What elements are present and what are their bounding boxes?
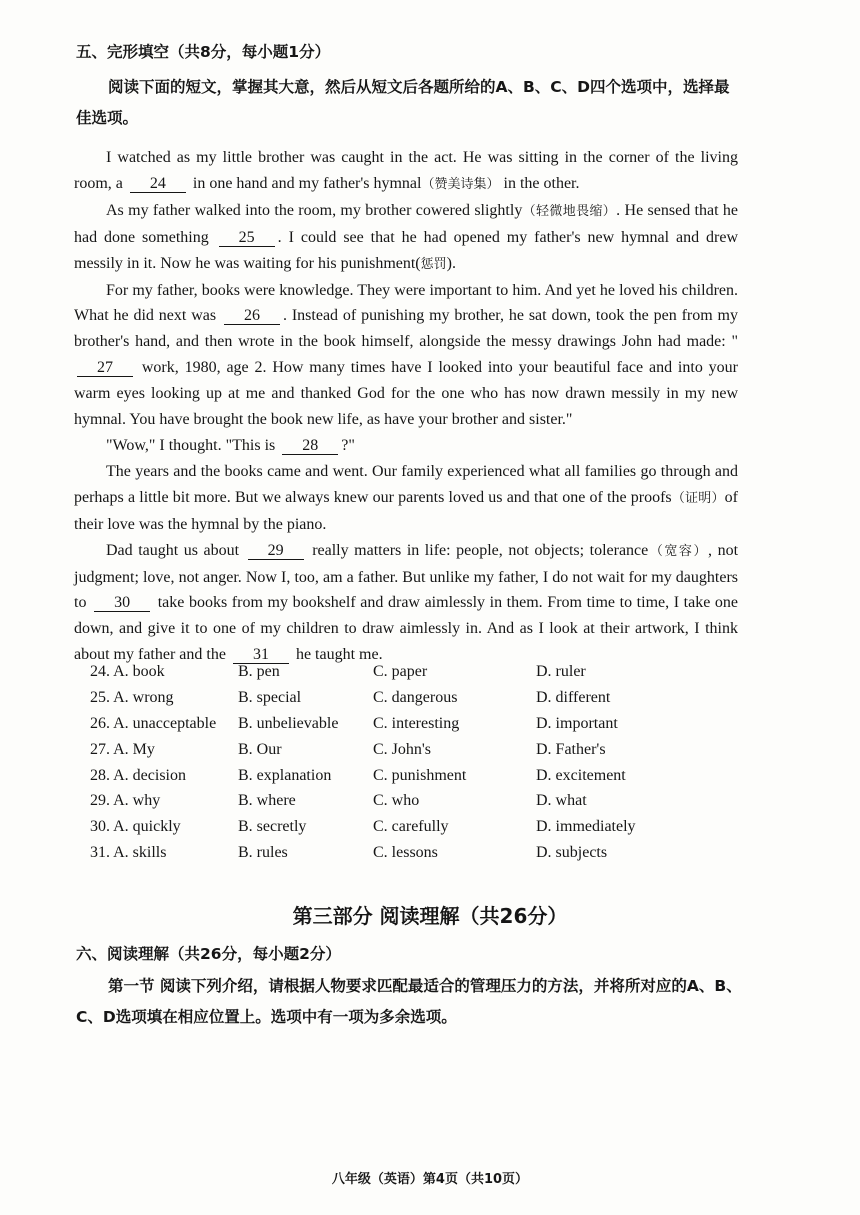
blank-25: 25 xyxy=(219,229,275,247)
passage-text: ). xyxy=(446,254,456,272)
blank-31: 31 xyxy=(233,646,289,664)
option-d: D. subjects xyxy=(536,844,608,862)
chinese-gloss: 惩罚 xyxy=(420,256,447,272)
section-title-reading: 六、阅读理解（共26分，每小题2分） xyxy=(76,945,341,963)
option-d: D. Father's xyxy=(536,740,606,758)
option-d: D. excitement xyxy=(536,766,626,784)
blank-30: 30 xyxy=(94,594,150,612)
option-d: D. immediately xyxy=(536,818,636,836)
passage-text: . Instead of punishing my brother, he sat down, took the pen from my brother's hand, and then wrote in the book himself, alongside the messy drawings John had made: " xyxy=(74,307,739,351)
passage-text: I watched as my little brother was caught in the act. He was sitting in the corner of the living room, a xyxy=(74,149,738,192)
passage-text: As my father walked into the room, my brother cowered slightly xyxy=(106,201,523,219)
passage-text: Dad taught us about xyxy=(106,541,240,559)
section-instruction-reading: 第一节 阅读下列介绍，请根据人物要求匹配最适合的管理压力的方法，并将所对应的A、B、C、D选项填在相应位置上。选项中有一项为多余选项。 xyxy=(76,977,742,1026)
option-b: B. where xyxy=(238,792,296,810)
option-d: D. ruler xyxy=(536,663,586,680)
page-footer: 八年级（英语）第4页（共10页） xyxy=(331,1172,529,1187)
option-b: B. Our xyxy=(238,740,282,758)
option-a: 26. A. unacceptable xyxy=(90,714,217,732)
option-a: 29. A. why xyxy=(90,792,161,810)
passage-text: . I could see that he had opened my father's new hymnal and drew messily in it. Now he was waiting for his punishment( xyxy=(74,228,739,272)
blank-26: 26 xyxy=(224,307,280,325)
option-c: C. interesting xyxy=(373,714,460,732)
option-a: 31. A. skills xyxy=(90,844,167,862)
option-d: D. what xyxy=(536,792,587,810)
option-c: C. carefully xyxy=(373,818,449,836)
section-title-cloze: 五、完形填空（共8分，每小题1分） xyxy=(76,43,331,61)
option-a: 25. A. wrong xyxy=(90,688,174,706)
option-row xyxy=(90,844,750,870)
option-b: B. rules xyxy=(238,844,288,862)
passage-text: "Wow," I thought. "This is xyxy=(106,436,276,454)
option-b: B. unbelievable xyxy=(238,714,339,732)
option-c: C. paper xyxy=(373,663,428,680)
passage-text: of their love was the hymnal by the piano. xyxy=(74,488,738,533)
passage-paragraph xyxy=(74,538,738,669)
passage-paragraph xyxy=(74,278,738,433)
option-row xyxy=(90,767,750,793)
chinese-gloss: （轻微地畏缩） xyxy=(522,203,617,219)
option-a: 30. A. quickly xyxy=(90,818,181,836)
blank-29: 29 xyxy=(248,542,304,560)
cloze-passage xyxy=(74,145,738,668)
option-d: D. different xyxy=(536,688,611,706)
passage-text: For my father, books were knowledge. They were important to him. And yet he loved his children. What he did next was xyxy=(74,281,738,325)
passage-paragraph xyxy=(74,198,738,278)
option-row xyxy=(90,792,750,818)
option-b: B. secretly xyxy=(238,818,307,836)
option-c: C. dangerous xyxy=(373,688,458,706)
passage-text: in one hand and my father's hymnal xyxy=(192,174,422,192)
chinese-gloss: （宽容） xyxy=(648,543,709,559)
option-a: 24. A. book xyxy=(90,663,165,680)
passage-text: work, 1980, age 2. How many times have I looked into your beautiful face and into your warm eyes looking up at me and thanked God for the one who has now drawn messily in my new hymnal. You have brought the book new life, as have your brother and sister." xyxy=(74,359,739,429)
option-c: C. lessons xyxy=(373,844,438,862)
passage-text: he taught me. xyxy=(295,646,383,664)
passage-paragraph xyxy=(74,145,738,198)
passage-paragraph xyxy=(74,433,738,459)
option-b: B. pen xyxy=(238,663,280,680)
option-row xyxy=(90,663,750,689)
option-a: 27. A. My xyxy=(90,740,155,758)
passage-text: take books from my bookshelf and draw aimlessly in them. From time to time, I take one down, and give it to one of my children to draw aimlessly in. And as I look at their artwork, I think about my father and the xyxy=(74,594,739,664)
option-row xyxy=(90,741,750,767)
option-d: D. important xyxy=(536,714,618,732)
option-b: B. explanation xyxy=(238,766,332,784)
blank-28: 28 xyxy=(282,437,338,455)
section-instruction-cloze: 阅读下面的短文，掌握其大意，然后从短文后各题所给的A、B、C、D四个选项中，选择最佳选项。 xyxy=(76,78,730,127)
answer-options xyxy=(90,663,750,870)
option-b: B. special xyxy=(238,688,302,706)
option-row xyxy=(90,689,750,715)
passage-text: . He sensed that he had done something xyxy=(74,201,738,246)
passage-text: in the other. xyxy=(503,174,580,192)
passage-text: really matters in life: people, not objects; tolerance xyxy=(312,541,649,559)
passage-text: , not judgment; love, not anger. Now I, too, am a father. But unlike my father, I do not wait for my daughters to xyxy=(74,541,739,612)
passage-text: ?" xyxy=(341,436,355,454)
option-row xyxy=(90,715,750,741)
chinese-gloss: （赞美诗集） xyxy=(421,176,500,192)
option-c: C. John's xyxy=(373,740,432,758)
option-a: 28. A. decision xyxy=(90,766,186,784)
option-c: C. punishment xyxy=(373,766,467,784)
passage-paragraph xyxy=(74,459,738,538)
option-row xyxy=(90,818,750,844)
blank-27: 27 xyxy=(77,359,133,377)
part-title-reading: 第三部分 阅读理解（共26分） xyxy=(292,904,568,928)
option-c: C. who xyxy=(373,792,420,810)
blank-24: 24 xyxy=(130,175,186,193)
passage-text: The years and the books came and went. Our family experienced what all families go through and perhaps a little bit more. But we always knew our parents loved us and that one of the proofs xyxy=(74,462,738,506)
chinese-gloss: （证明） xyxy=(671,490,725,506)
